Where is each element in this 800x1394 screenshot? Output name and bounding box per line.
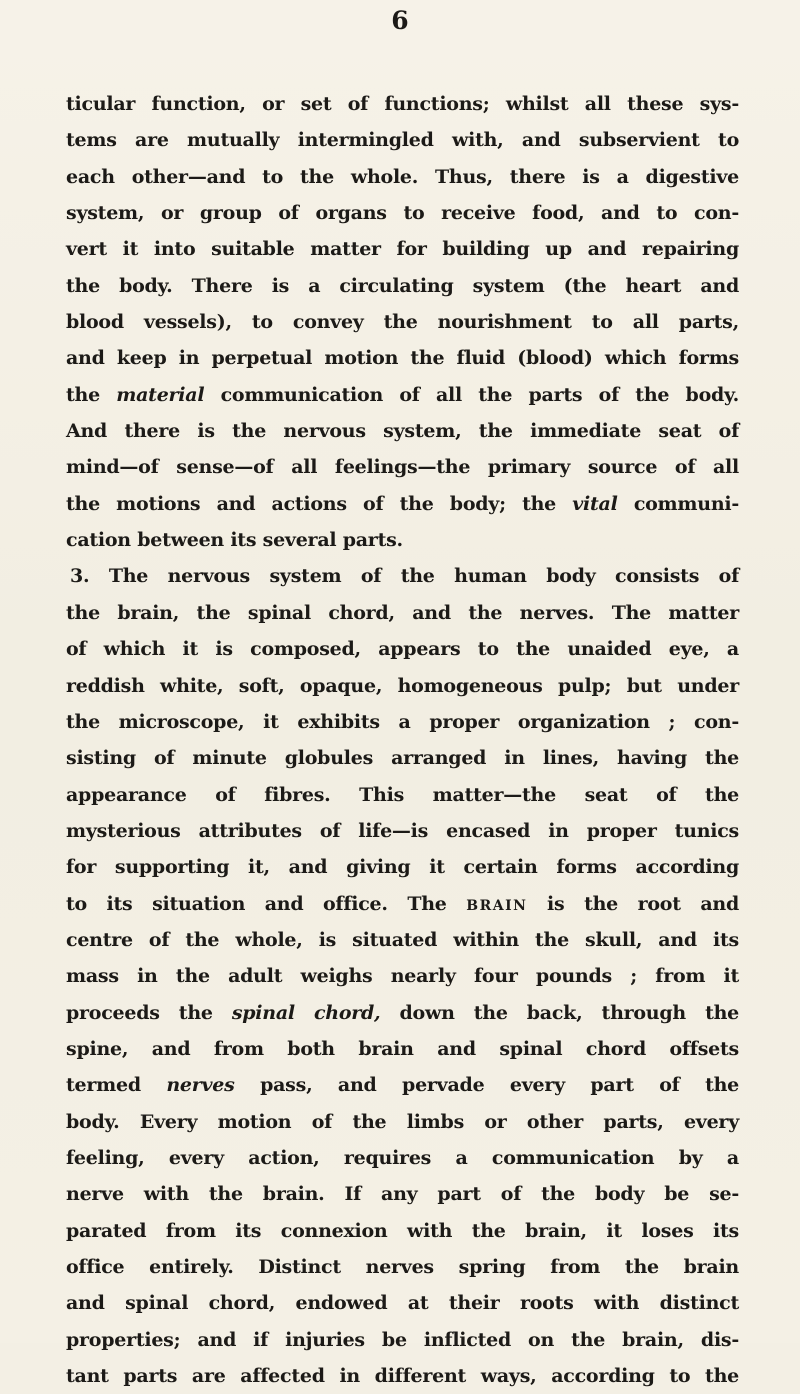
text-line: for supporting it, and giving it certain forms according <box>66 856 739 879</box>
text-line: mass in the adult weighs nearly four pounds ; from it <box>66 965 739 988</box>
italic-term-nerves: nerves <box>166 1074 235 1097</box>
text-line: blood vessels), to convey the nourishment to all parts, <box>66 311 739 334</box>
italic-term-spinal-chord: spinal chord, <box>231 1001 381 1024</box>
paragraph-start-line: 3. The nervous system of the human body consists of <box>70 565 739 588</box>
paragraph-end-line: cation between its several parts. <box>66 529 403 552</box>
text-line: appearance of fibres. This matter—the seat of the <box>66 783 739 806</box>
text-line: the body. There is a circulating system (the heart and <box>66 274 739 297</box>
text-line: feeling, every action, requires a communication by a <box>66 1146 739 1169</box>
text-line: termed nerves pass, and pervade every part of the <box>66 1074 740 1097</box>
text-line: centre of the whole, is situated within the skull, and its <box>66 928 739 951</box>
small-caps-term-brain: BRAIN <box>466 897 528 914</box>
body-text <box>66 86 739 1394</box>
text-line: ticular function, or set of functions; whilst all these sys- <box>66 93 739 115</box>
text-line: nerve with the brain. If any part of the body be se- <box>66 1183 739 1206</box>
text-line: tant parts are affected in different ways, according to the <box>66 1365 739 1388</box>
text-line: mysterious attributes of life—is encased in proper tunics <box>66 819 739 842</box>
italic-term-material: material <box>116 383 205 406</box>
text-line: mind—of sense—of all feelings—the primary source of all <box>66 456 739 479</box>
text-line: proceeds the spinal chord, down the back, through the <box>66 1001 739 1024</box>
text-line: each other—and to the whole. Thus, there is a digestive <box>66 165 739 188</box>
text-line: and keep in perpetual motion the fluid (blood) which forms <box>66 347 739 370</box>
italic-term-vital: vital <box>572 492 618 515</box>
text-line: And there is the nervous system, the immediate seat of <box>66 420 739 443</box>
text-line: spine, and from both brain and spinal chord offsets <box>66 1037 739 1060</box>
page-number: 6 <box>391 6 409 35</box>
text-line: and spinal chord, endowed at their roots with distinct <box>66 1292 739 1315</box>
text-line: properties; and if injuries be inflicted on the brain, dis- <box>66 1328 739 1351</box>
text-line: sisting of minute globules arranged in lines, having the <box>66 747 739 770</box>
text-line: the microscope, it exhibits a proper organization ; con- <box>66 710 739 733</box>
text-line: parated from its connexion with the brain, it loses its <box>66 1219 739 1242</box>
text-line: system, or group of organs to receive food, and to con- <box>66 202 739 225</box>
text-line: tems are mutually intermingled with, and subservient to <box>66 129 739 152</box>
text-line: reddish white, soft, opaque, homogeneous pulp; but under <box>66 674 739 697</box>
text-line: the brain, the spinal chord, and the nerves. The matter <box>66 601 739 624</box>
text-line: vert it into suitable matter for building up and repairing <box>66 238 739 261</box>
text-line: the motions and actions of the body; the vital communi- <box>66 492 739 515</box>
text-line: the material communication of all the parts of the body. <box>66 383 740 406</box>
text-line: of which it is composed, appears to the unaided eye, a <box>66 638 739 661</box>
text-line: office entirely. Distinct nerves spring from the brain <box>66 1256 739 1278</box>
text-line: body. Every motion of the limbs or other parts, every <box>66 1110 739 1133</box>
text-line: to its situation and office. The BRAIN is the root and <box>66 892 739 915</box>
